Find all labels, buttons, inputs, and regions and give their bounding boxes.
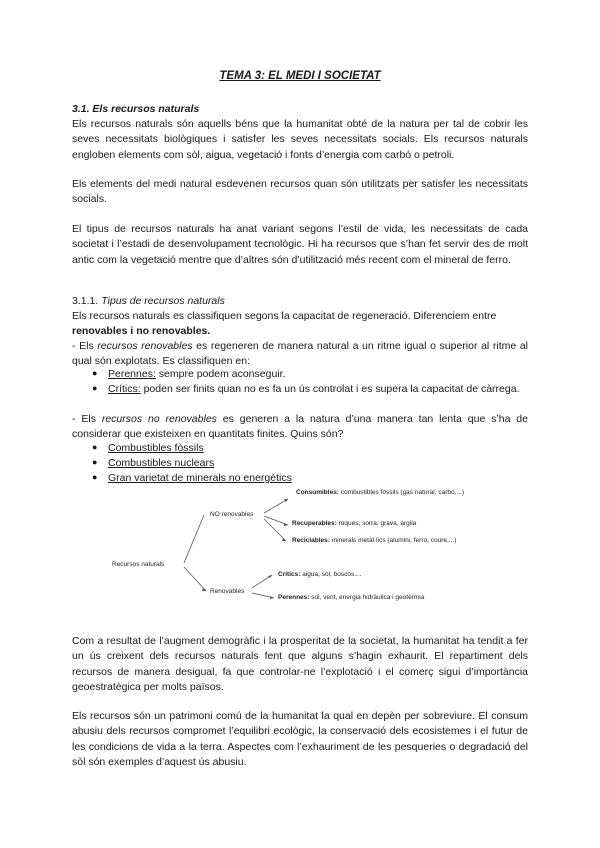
bullet-critics: Crítics: poden ser finits quan no es fa un ús controlat i es supera la capacitat de càrrega. <box>108 383 520 395</box>
paragraph-1: Els recursos naturals són aquells béns que la humanitat obté de la natura per tal de cobrir les seves necessitats biològiques i satisfer les seves necessitats socials. Els recursos naturals engloben elements com sòl, aigua, vegetació i fonts d’energia com carbó o petroli. <box>72 118 528 161</box>
bullet-dot: ● <box>92 472 98 482</box>
diagram-reciclables: Reciclables: minerals metàl·lics (alumini, ferro, coure,...) <box>292 537 457 544</box>
paragraph-3: El tipus de recursos naturals ha anat variant segons l’estil de vida, les necessitats de cada societat i l’estadi de desenvolupament tecnològic. Hi ha recursos que s’han fet servir des de molt antic com la vegetació mentre que d’altres són d’utilització més recent com el mineral de ferro. <box>72 223 528 266</box>
diagram-root: Recursos naturals <box>112 561 165 568</box>
diagram-recuperables: Recuperables: roques, sorra, grava, argila <box>292 520 417 527</box>
connector-root-nonrenew <box>184 515 204 563</box>
diagram-non-renewable: NO renovables <box>210 511 254 518</box>
bullet-perennes: Perennes: sempre podem aconseguir. <box>108 368 286 380</box>
bullet-nuclear: Combustibles nuclears <box>108 457 215 469</box>
bullet-minerals: Gran varietat de minerals no energètics <box>108 472 292 484</box>
connector-root-renew <box>184 567 206 591</box>
nonrenewable-term: recursos no renovables <box>101 413 217 425</box>
diagram-renewable: Renovables <box>210 588 245 595</box>
bullet-dot: ● <box>92 368 98 378</box>
paragraph-2: Els elements del medi natural esdevenen recursos quan són utilitzats per satisfer les necessitats socials. <box>72 178 528 206</box>
bullet-dot: ● <box>92 383 98 393</box>
bullet-fossils: Combustibles fòssils <box>108 442 204 454</box>
diagram-perennes: Perennes: sol, vent, energia hidràulica i geotèrmia <box>278 594 425 601</box>
renewable-term: recursos renovables <box>97 340 193 352</box>
subsection-number: 3.1.1. <box>72 295 99 307</box>
resources-diagram <box>112 485 512 615</box>
diagram-consumibles: Consumibles: combustibles fòssils (gas natural, carbó,...) <box>296 489 464 496</box>
renewable-definition: - Els recursos renovables es regeneren de manera natural a un ritme igual o superior al ritme al qual són explotats. Es classifiquen en: <box>72 340 528 368</box>
subsection-heading <box>72 295 225 307</box>
page-title: TEMA 3: EL MEDI I SOCIETAT <box>219 70 381 82</box>
classification-types: renovables i no renovables. <box>72 325 211 337</box>
classification-intro: Els recursos naturals es classifiquen segons la capacitat de regeneració. Diferenciem entre <box>72 310 497 322</box>
connector-reciclables <box>264 519 286 541</box>
paragraph-4: Com a resultat de l’augment demogràfic i la prosperitat de la societat, la humanitat ha tendit a fer un ús creixent dels recursos naturals fent que alguns s’hagin exhaurit. El repartiment dels recursos de manera desigual, fa que controlar-ne l’explotació i el comerç sigui d’importància geoestratègica per molts països. <box>72 635 528 694</box>
connector-consumibles <box>264 499 288 513</box>
nonrenewable-definition: - Els recursos no renovables es generen a la natura d’una manera tan lenta que s’ha de considerar que existeixen en quantitats finites. Quins són? <box>72 413 528 441</box>
bullet-dot: ● <box>92 457 98 467</box>
section-heading: 3.1. Els recursos naturals <box>72 103 200 115</box>
paragraph-5: Els recursos són un patrimoni comú de la humanitat la qual en depèn per sobreviure. El consum abusiu dels recursos compromet l’equilibri ecològic, la conservació dels ecosistemes i el futur de les condicions de vida a la terra. Aspectes com l’exhauriment de les pesqueries o degradació del sòl són exemples d’aquest ús abusiu. <box>72 710 528 769</box>
diagram-critics: Crítics: aigua, sòl, boscos.... <box>278 571 362 578</box>
bullet-dot: ● <box>92 442 98 452</box>
subsection-title: Tipus de recursos naturals <box>101 295 225 307</box>
